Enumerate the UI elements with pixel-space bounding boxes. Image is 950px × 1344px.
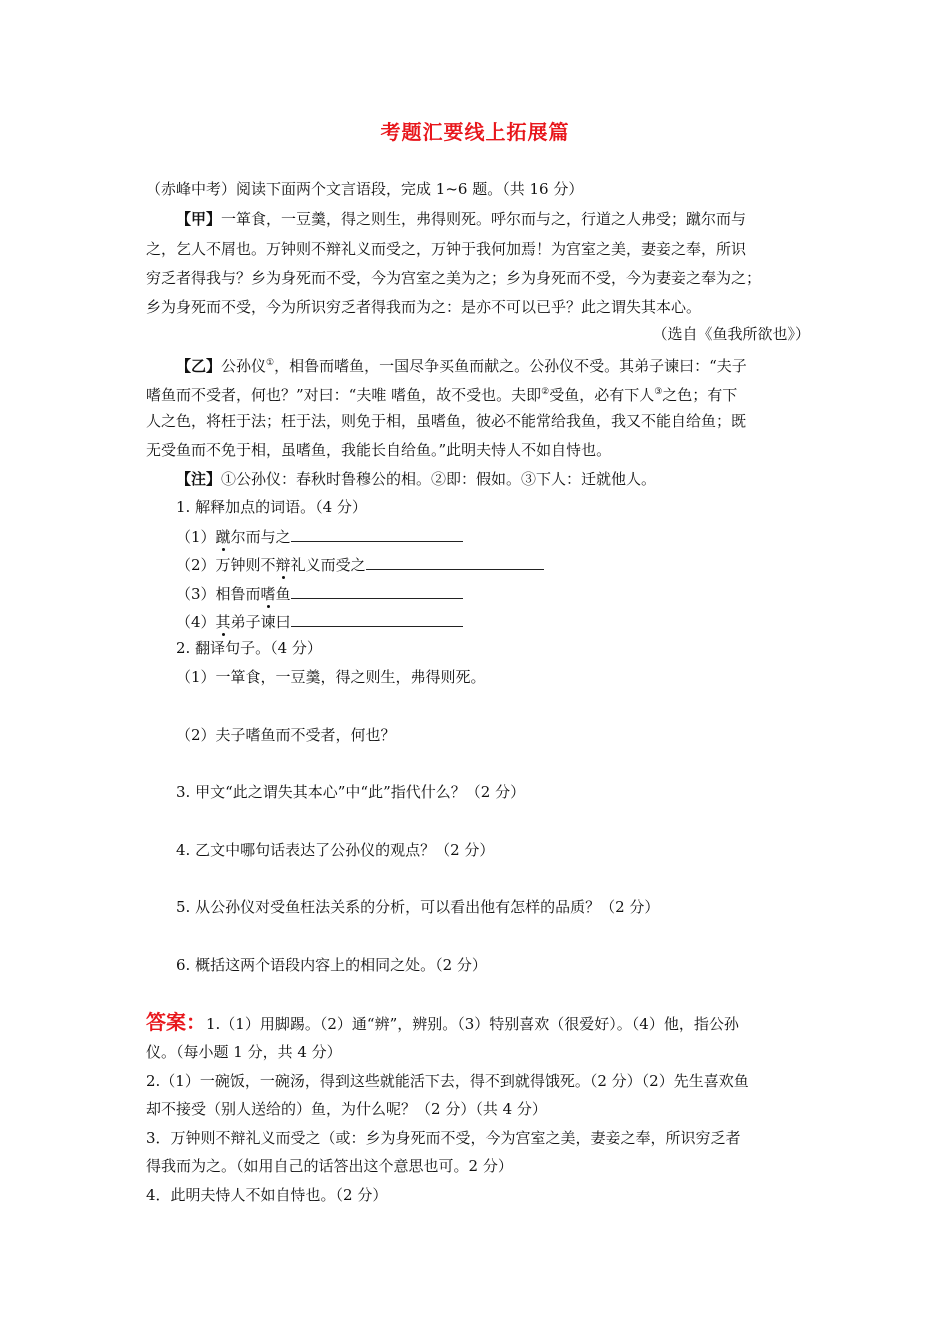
passage-yi-tag: 【乙】 — [176, 357, 222, 375]
passage-jia-tag: 【甲】 — [176, 210, 222, 228]
answer-blank[interactable] — [291, 582, 463, 599]
question-4: 4. 乙文中哪句话表达了公孙仪的观点？（2 分） — [176, 841, 495, 859]
passage-yi-line-1 — [176, 353, 747, 376]
answer-blank[interactable] — [291, 610, 463, 627]
item-text: （3）相鲁而 — [176, 585, 261, 603]
dotted-word: 蹴 — [215, 528, 231, 546]
question-5: 5. 从公孙仪对受鱼枉法关系的分析，可以看出他有怎样的品质？（2 分） — [176, 898, 660, 916]
question-1: 1. 解释加点的词语。（4 分） — [176, 498, 367, 516]
question-2-sentence-1: （1）一箪食，一豆羹，得之则生，弗得则死。 — [176, 668, 486, 686]
passage-jia-line-1 — [176, 209, 746, 229]
answers-label: 答案： — [146, 1010, 206, 1034]
answer-line-1a — [146, 1012, 739, 1034]
dotted-word: 嗜 — [260, 585, 276, 603]
footnote-marker: ② — [541, 387, 550, 397]
intro-text: （赤峰中考）阅读下面两个文言语段，完成 1~6 题。（共 16 分） — [146, 180, 584, 198]
question-6: 6. 概括这两个语段内容上的相同之处。（2 分） — [176, 956, 487, 974]
dotted-word: 其 — [215, 613, 231, 631]
passage-yi-text: ，相鲁而嗜鱼，一国尽争买鱼而献之。公孙仪不受。其弟子谏曰：“夫子 — [274, 357, 747, 375]
passage-jia-line-2: 之，乞人不屑也。万钟则不辩礼义而受之，万钟于我何加焉！为宫室之美，妻妾之奉，所识 — [146, 240, 747, 258]
question-1-item-1 — [176, 525, 463, 547]
question-1-item-2 — [176, 553, 544, 575]
item-text: 鱼 — [275, 585, 291, 603]
question-1-item-3 — [176, 582, 463, 604]
footnote-marker: ① — [266, 358, 275, 368]
passage-yi-line-2 — [146, 382, 737, 405]
answer-line-3b: 得我而为之。（如用自己的话答出这个意思也可。2 分） — [146, 1157, 513, 1175]
question-2-sentence-2: （2）夫子嗜鱼而不受者，何也？ — [176, 726, 396, 744]
item-text: （1） — [176, 528, 216, 546]
item-text: （2）万钟则不 — [176, 556, 276, 574]
passage-yi-text: 嗜鱼而不受者，何也？”对曰：“夫唯 嗜鱼，故不受也。夫即 — [146, 386, 542, 404]
passage-jia-line-4: 乡为身死而不受，今为所识穷乏者得我而为之：是亦不可以已乎？此之谓失其本心。 — [146, 298, 702, 316]
question-3: 3. 甲文“此之谓失其本心”中“此”指代什么？（2 分） — [176, 783, 526, 801]
notes-tag: 【注】 — [176, 470, 222, 488]
passage-yi-line-3: 人之色，将枉于法；枉于法，则免于相，虽嗜鱼，彼必不能常给我鱼，我又不能自给鱼；既 — [146, 412, 747, 430]
answer-line-2a: 2.（1）一碗饭，一碗汤，得到这些就能活下去，得不到就得饿死。（2 分）（2）先生喜欢鱼 — [146, 1072, 749, 1090]
item-text: （4） — [176, 613, 216, 631]
answer-blank[interactable] — [291, 525, 463, 542]
item-text: 礼义而受之 — [290, 556, 366, 574]
passage-yi-text: 受鱼，必有下人 — [549, 386, 655, 404]
answer-line-2b: 却不接受（别人送给的）鱼，为什么呢？（2 分）（共 4 分） — [146, 1100, 547, 1118]
passage-jia-source: （选自《鱼我所欲也》） — [652, 325, 810, 343]
answer-line-3a: 3．万钟则不辩礼义而受之（或：乡为身死而不受，今为宫室之美，妻妾之奉，所识穷乏者 — [146, 1129, 741, 1147]
dotted-word: 辩 — [275, 556, 291, 574]
answer-line-1b: 仪。（每小题 1 分，共 4 分） — [146, 1043, 342, 1061]
answer-line-4: 4．此明夫恃人不如自恃也。（2 分） — [146, 1186, 388, 1204]
answer-blank[interactable] — [366, 553, 544, 570]
page-title: 考题汇要线上拓展篇 — [380, 120, 570, 144]
notes-line — [176, 469, 656, 489]
item-text: 弟子谏曰 — [230, 613, 291, 631]
notes-text: ①公孙仪：春秋时鲁穆公的相。②即：假如。③下人：迁就他人。 — [221, 470, 657, 488]
passage-yi-text: 之色；有下 — [662, 386, 738, 404]
item-text: 尔而与之 — [230, 528, 291, 546]
passage-jia-line-3: 穷乏者得我与？乡为身死而不受，今为宫室之美为之；乡为身死而不受，今为妻妾之奉为之； — [146, 269, 762, 287]
passage-yi-line-4: 无受鱼而不免于相，虽嗜鱼，我能长自给鱼。”此明夫恃人不如自恃也。 — [146, 441, 612, 459]
question-2: 2. 翻译句子。（4 分） — [176, 639, 322, 657]
passage-yi-text: 公孙仪 — [221, 357, 267, 375]
answer-text: 1.（1）用脚踢。（2）通“辨”，辨别。（3）特别喜欢（很爱好）。（4）他，指公孙 — [206, 1015, 739, 1033]
passage-jia-text: 一箪食，一豆羹，得之则生，弗得则死。呼尔而与之，行道之人弗受；蹴尔而与 — [221, 210, 747, 228]
footnote-marker: ③ — [654, 387, 663, 397]
question-1-item-4 — [176, 610, 463, 632]
